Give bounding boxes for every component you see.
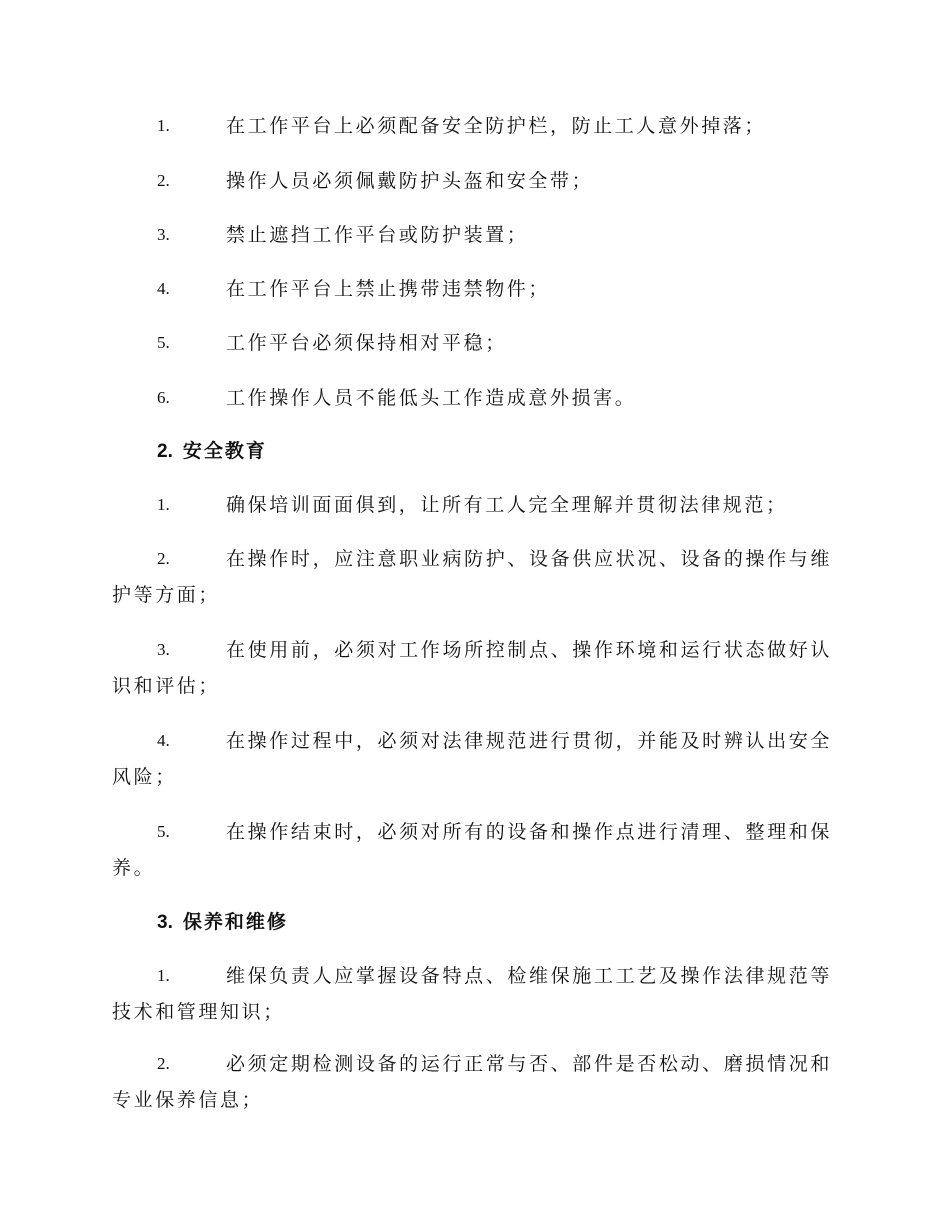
list-item xyxy=(112,487,832,523)
item-number: 2. xyxy=(157,171,170,190)
item-text: 在操作时，应注意职业病防护、设备供应状况、设备的操作与维护等方面； xyxy=(112,548,832,606)
item-number: 2. xyxy=(157,1054,170,1073)
section-title: 保养和维修 xyxy=(182,911,288,933)
item-text: 操作人员必须佩戴防护头盔和安全带； xyxy=(226,170,594,192)
item-number: 3. xyxy=(157,640,170,659)
list-item xyxy=(112,380,832,416)
item-text: 在使用前，必须对工作场所控制点、操作环境和运行状态做好认识和评估； xyxy=(112,639,832,697)
item-text: 在工作平台上必须配备安全防护栏，防止工人意外掉落； xyxy=(226,115,767,137)
section-number: 3. xyxy=(157,912,173,933)
list-item xyxy=(112,1046,832,1118)
item-number: 1. xyxy=(157,966,170,985)
item-number: 5. xyxy=(157,822,170,841)
item-text: 维保负责人应掌握设备特点、检维保施工工艺及操作法律规范等技术和管理知识； xyxy=(112,965,832,1023)
item-number: 2. xyxy=(157,549,170,568)
item-number: 1. xyxy=(157,495,170,514)
item-number: 5. xyxy=(157,333,170,352)
item-text: 禁止遮挡工作平台或防护装置； xyxy=(226,224,529,246)
item-number: 4. xyxy=(157,279,170,298)
list-item xyxy=(112,108,832,144)
section-number: 2. xyxy=(157,441,173,462)
item-text: 确保培训面面俱到，让所有工人完全理解并贯彻法律规范； xyxy=(226,494,788,516)
item-number: 1. xyxy=(157,116,170,135)
item-number: 4. xyxy=(157,731,170,750)
list-item xyxy=(112,163,832,199)
list-item xyxy=(112,958,832,1030)
item-number: 3. xyxy=(157,225,170,244)
list-item xyxy=(112,632,832,704)
item-number: 6. xyxy=(157,388,170,407)
section-title: 安全教育 xyxy=(182,440,267,462)
list-item xyxy=(112,814,832,886)
list-item xyxy=(112,723,832,795)
item-text: 工作操作人员不能低头工作造成意外损害。 xyxy=(226,387,637,409)
list-item xyxy=(112,325,832,361)
list-item xyxy=(112,541,832,613)
section-heading xyxy=(157,433,267,470)
list-item xyxy=(112,217,832,253)
list-item xyxy=(112,271,832,307)
item-text: 工作平台必须保持相对平稳； xyxy=(226,332,507,354)
item-text: 在操作过程中，必须对法律规范进行贯彻，并能及时辨认出安全风险； xyxy=(112,730,832,788)
section-heading xyxy=(157,904,288,941)
item-text: 在工作平台上禁止携带违禁物件； xyxy=(226,278,551,300)
item-text: 在操作结束时，必须对所有的设备和操作点进行清理、整理和保养。 xyxy=(112,821,832,879)
item-text: 必须定期检测设备的运行正常与否、部件是否松动、磨损情况和专业保养信息； xyxy=(112,1053,832,1111)
